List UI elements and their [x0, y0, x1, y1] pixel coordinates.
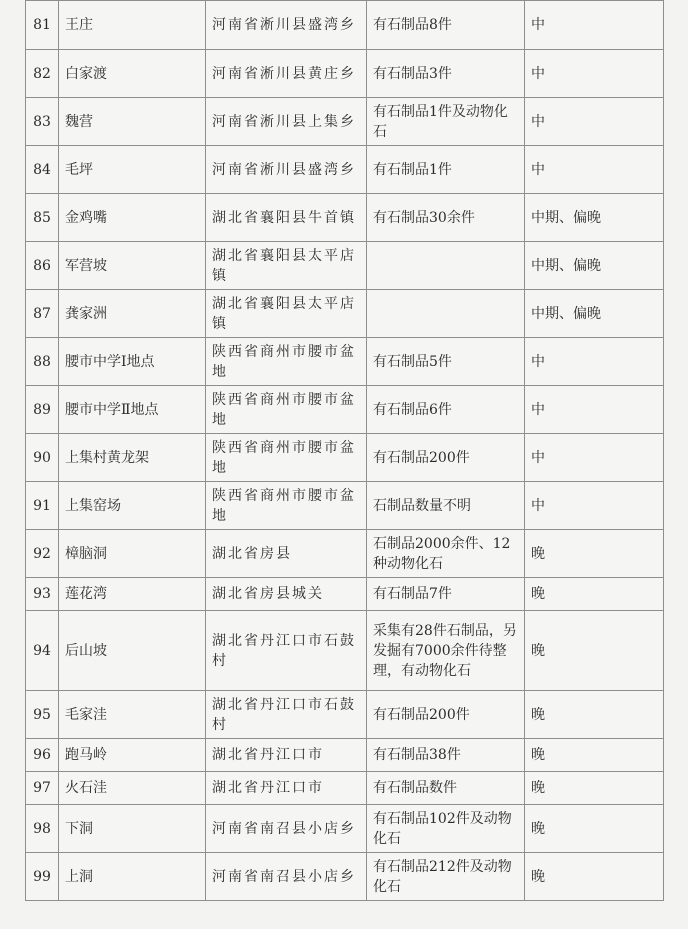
- finds-description: 有石制品5件: [367, 338, 525, 386]
- row-number: 85: [26, 194, 59, 242]
- row-number: 97: [26, 772, 59, 805]
- site-name: 上集村黄龙架: [59, 434, 206, 482]
- finds-description: 有石制品102件及动物化石: [367, 805, 525, 853]
- period-label: 中: [525, 1, 664, 50]
- table-row: [26, 50, 664, 98]
- table-row: [26, 1, 664, 50]
- period-label: 晚: [525, 853, 664, 901]
- row-number: 94: [26, 611, 59, 691]
- table-row: [26, 242, 664, 290]
- finds-description: 有石制品200件: [367, 691, 525, 739]
- site-location: 陕西省商州市腰市盆地: [206, 338, 367, 386]
- table-row: [26, 739, 664, 772]
- row-number: 84: [26, 146, 59, 194]
- table-row: [26, 530, 664, 578]
- site-location: 陕西省商州市腰市盆地: [206, 434, 367, 482]
- site-location: 河南省淅川县盛湾乡: [206, 1, 367, 50]
- table-row: [26, 338, 664, 386]
- finds-description: 有石制品8件: [367, 1, 525, 50]
- site-name: 上集窑场: [59, 482, 206, 530]
- site-location: 湖北省襄阳县牛首镇: [206, 194, 367, 242]
- table-row: [26, 578, 664, 611]
- table-row: [26, 290, 664, 338]
- finds-description: 有石制品3件: [367, 50, 525, 98]
- period-label: 晚: [525, 530, 664, 578]
- site-name: 樟脑洞: [59, 530, 206, 578]
- finds-description: 有石制品30余件: [367, 194, 525, 242]
- sites-table: [25, 0, 664, 901]
- row-number: 93: [26, 578, 59, 611]
- site-location: 湖北省房县城关: [206, 578, 367, 611]
- finds-description: 有石制品数件: [367, 772, 525, 805]
- site-name: 上洞: [59, 853, 206, 901]
- period-label: 晚: [525, 805, 664, 853]
- table-row: [26, 386, 664, 434]
- site-location: 湖北省丹江口市石鼓村: [206, 611, 367, 691]
- period-label: 中: [525, 338, 664, 386]
- finds-description: 有石制品1件及动物化石: [367, 98, 525, 146]
- period-label: 晚: [525, 739, 664, 772]
- table-row: [26, 691, 664, 739]
- table-body: [26, 1, 664, 901]
- site-location: 河南省淅川县黄庄乡: [206, 50, 367, 98]
- row-number: 81: [26, 1, 59, 50]
- table-row: [26, 611, 664, 691]
- site-name: 毛坪: [59, 146, 206, 194]
- table-row: [26, 482, 664, 530]
- row-number: 88: [26, 338, 59, 386]
- finds-description: 有石制品6件: [367, 386, 525, 434]
- site-location: 湖北省丹江口市石鼓村: [206, 691, 367, 739]
- period-label: 中期、偏晚: [525, 194, 664, 242]
- period-label: 中: [525, 386, 664, 434]
- period-label: 中: [525, 50, 664, 98]
- finds-description: 有石制品1件: [367, 146, 525, 194]
- site-name: 腰市中学Ⅰ地点: [59, 338, 206, 386]
- period-label: 中: [525, 482, 664, 530]
- table-row: [26, 805, 664, 853]
- table-row: [26, 98, 664, 146]
- table-row: [26, 146, 664, 194]
- table-row: [26, 853, 664, 901]
- finds-description: [367, 290, 525, 338]
- site-location: 河南省南召县小店乡: [206, 853, 367, 901]
- row-number: 89: [26, 386, 59, 434]
- period-label: 晚: [525, 611, 664, 691]
- site-name: 后山坡: [59, 611, 206, 691]
- period-label: 中: [525, 434, 664, 482]
- site-name: 莲花湾: [59, 578, 206, 611]
- site-name: 火石洼: [59, 772, 206, 805]
- finds-description: 有石制品7件: [367, 578, 525, 611]
- row-number: 83: [26, 98, 59, 146]
- finds-description: 有石制品212件及动物化石: [367, 853, 525, 901]
- period-label: 中期、偏晚: [525, 242, 664, 290]
- row-number: 86: [26, 242, 59, 290]
- site-name: 腰市中学Ⅱ地点: [59, 386, 206, 434]
- row-number: 96: [26, 739, 59, 772]
- period-label: 晚: [525, 772, 664, 805]
- site-name: 王庄: [59, 1, 206, 50]
- table-row: [26, 194, 664, 242]
- site-location: 河南省淅川县上集乡: [206, 98, 367, 146]
- row-number: 99: [26, 853, 59, 901]
- row-number: 87: [26, 290, 59, 338]
- site-name: 魏营: [59, 98, 206, 146]
- site-location: 陕西省商州市腰市盆地: [206, 386, 367, 434]
- site-name: 金鸡嘴: [59, 194, 206, 242]
- period-label: 中期、偏晚: [525, 290, 664, 338]
- site-name: 白家渡: [59, 50, 206, 98]
- row-number: 92: [26, 530, 59, 578]
- period-label: 晚: [525, 691, 664, 739]
- site-location: 河南省淅川县盛湾乡: [206, 146, 367, 194]
- row-number: 95: [26, 691, 59, 739]
- finds-description: 石制品数量不明: [367, 482, 525, 530]
- site-name: 龚家洲: [59, 290, 206, 338]
- site-name: 跑马岭: [59, 739, 206, 772]
- page-bottom-margin: [0, 905, 688, 929]
- finds-description: 有石制品38件: [367, 739, 525, 772]
- table-row: [26, 434, 664, 482]
- site-name: 毛家洼: [59, 691, 206, 739]
- site-name: 军营坡: [59, 242, 206, 290]
- row-number: 90: [26, 434, 59, 482]
- finds-description: [367, 242, 525, 290]
- site-location: 陕西省商州市腰市盆地: [206, 482, 367, 530]
- period-label: 中: [525, 98, 664, 146]
- site-location: 湖北省丹江口市: [206, 772, 367, 805]
- period-label: 中: [525, 146, 664, 194]
- row-number: 91: [26, 482, 59, 530]
- site-location: 湖北省丹江口市: [206, 739, 367, 772]
- period-label: 晚: [525, 578, 664, 611]
- finds-description: 石制品2000余件、12种动物化石: [367, 530, 525, 578]
- finds-description: 有石制品200件: [367, 434, 525, 482]
- site-name: 下洞: [59, 805, 206, 853]
- site-location: 河南省南召县小店乡: [206, 805, 367, 853]
- row-number: 98: [26, 805, 59, 853]
- finds-description: 采集有28件石制品，另发掘有7000余件待整理，有动物化石: [367, 611, 525, 691]
- table-row: [26, 772, 664, 805]
- site-location: 湖北省房县: [206, 530, 367, 578]
- site-location: 湖北省襄阳县太平店镇: [206, 290, 367, 338]
- site-location: 湖北省襄阳县太平店镇: [206, 242, 367, 290]
- row-number: 82: [26, 50, 59, 98]
